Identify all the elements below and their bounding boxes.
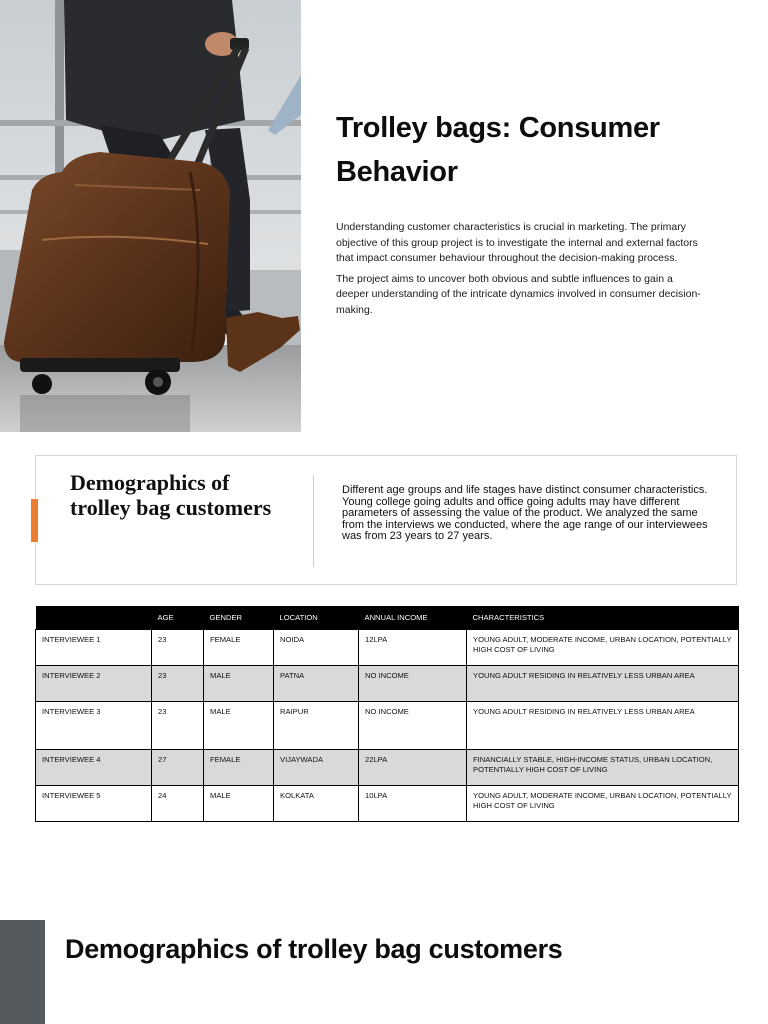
- card-description: Different age groups and life stages have distinct consumer characteristics. Young college going adults and office going adults may have different parameters of assessing the value of the product. We analyzed the same from the interviews we conducted, where the age range of our interviewees was from 23 years to 27 years.: [342, 484, 708, 542]
- table-cell: 23: [152, 702, 204, 750]
- section-accent-bar: [0, 920, 45, 1024]
- card-accent-bar: [31, 499, 38, 542]
- table-row: [36, 750, 739, 786]
- table-header-row: [36, 606, 739, 630]
- header-cell: ANNUAL INCOME: [359, 606, 467, 630]
- table-cell: FINANCIALLY STABLE, HIGH-INCOME STATUS, URBAN LOCATION, POTENTIALLY HIGH COST OF LIVING: [467, 750, 739, 786]
- table-cell: KOLKATA: [274, 786, 359, 822]
- table-row: [36, 666, 739, 702]
- table-cell: VIJAYWADA: [274, 750, 359, 786]
- table-cell: 24: [152, 786, 204, 822]
- table-cell: INTERVIEWEE 5: [36, 786, 152, 822]
- table-row: [36, 702, 739, 750]
- header-cell: LOCATION: [274, 606, 359, 630]
- page-title: Trolley bags: Consumer Behavior: [336, 112, 660, 188]
- table-cell: 10LPA: [359, 786, 467, 822]
- table-cell: FEMALE: [204, 750, 274, 786]
- table-cell: YOUNG ADULT, MODERATE INCOME, URBAN LOCATION, POTENTIALLY HIGH COST OF LIVING: [467, 786, 739, 822]
- table-cell: 27: [152, 750, 204, 786]
- table-cell: NO INCOME: [359, 702, 467, 750]
- table-cell: INTERVIEWEE 4: [36, 750, 152, 786]
- card-divider: [313, 475, 314, 567]
- card-title: Demographics of trolley bag customers: [70, 470, 272, 520]
- header-cell: AGE: [152, 606, 204, 630]
- header-cell: GENDER: [204, 606, 274, 630]
- table-cell: INTERVIEWEE 2: [36, 666, 152, 702]
- table-cell: NOIDA: [274, 630, 359, 666]
- header-cell: CHARACTERISTICS: [467, 606, 739, 630]
- interviewee-table: [35, 606, 739, 822]
- header-cell: [36, 606, 152, 630]
- section-title: Demographics of trolley bag customers: [65, 934, 563, 964]
- table-cell: RAIPUR: [274, 702, 359, 750]
- table-row: [36, 786, 739, 822]
- table-cell: MALE: [204, 666, 274, 702]
- intro-paragraph-1: Understanding customer characteristics is crucial in marketing. The primary objective of this group project is to investigate the internal and external factors that impact consumer behaviour throughout the decision-making process.: [336, 221, 698, 264]
- table-cell: MALE: [204, 702, 274, 750]
- table-cell: 12LPA: [359, 630, 467, 666]
- intro-text: [336, 220, 706, 323]
- table-cell: YOUNG ADULT RESIDING IN RELATIVELY LESS URBAN AREA: [467, 702, 739, 750]
- trolley-bag-photo: [0, 0, 301, 432]
- intro-paragraph-2: The project aims to uncover both obvious and subtle influences to gain a deeper understanding of the intricate dynamics involved in consumer decision-making.: [336, 272, 701, 316]
- table-cell: INTERVIEWEE 1: [36, 630, 152, 666]
- table-cell: 22LPA: [359, 750, 467, 786]
- table-cell: INTERVIEWEE 3: [36, 702, 152, 750]
- table-cell: FEMALE: [204, 630, 274, 666]
- hero-photo: [0, 0, 301, 432]
- table-cell: NO INCOME: [359, 666, 467, 702]
- table-cell: PATNA: [274, 666, 359, 702]
- table-cell: YOUNG ADULT, MODERATE INCOME, URBAN LOCATION, POTENTIALLY HIGH COST OF LIVING: [467, 630, 739, 666]
- table-cell: 23: [152, 630, 204, 666]
- table-cell: MALE: [204, 786, 274, 822]
- table-cell: YOUNG ADULT RESIDING IN RELATIVELY LESS URBAN AREA: [467, 666, 739, 702]
- table-row: [36, 630, 739, 666]
- table-cell: 23: [152, 666, 204, 702]
